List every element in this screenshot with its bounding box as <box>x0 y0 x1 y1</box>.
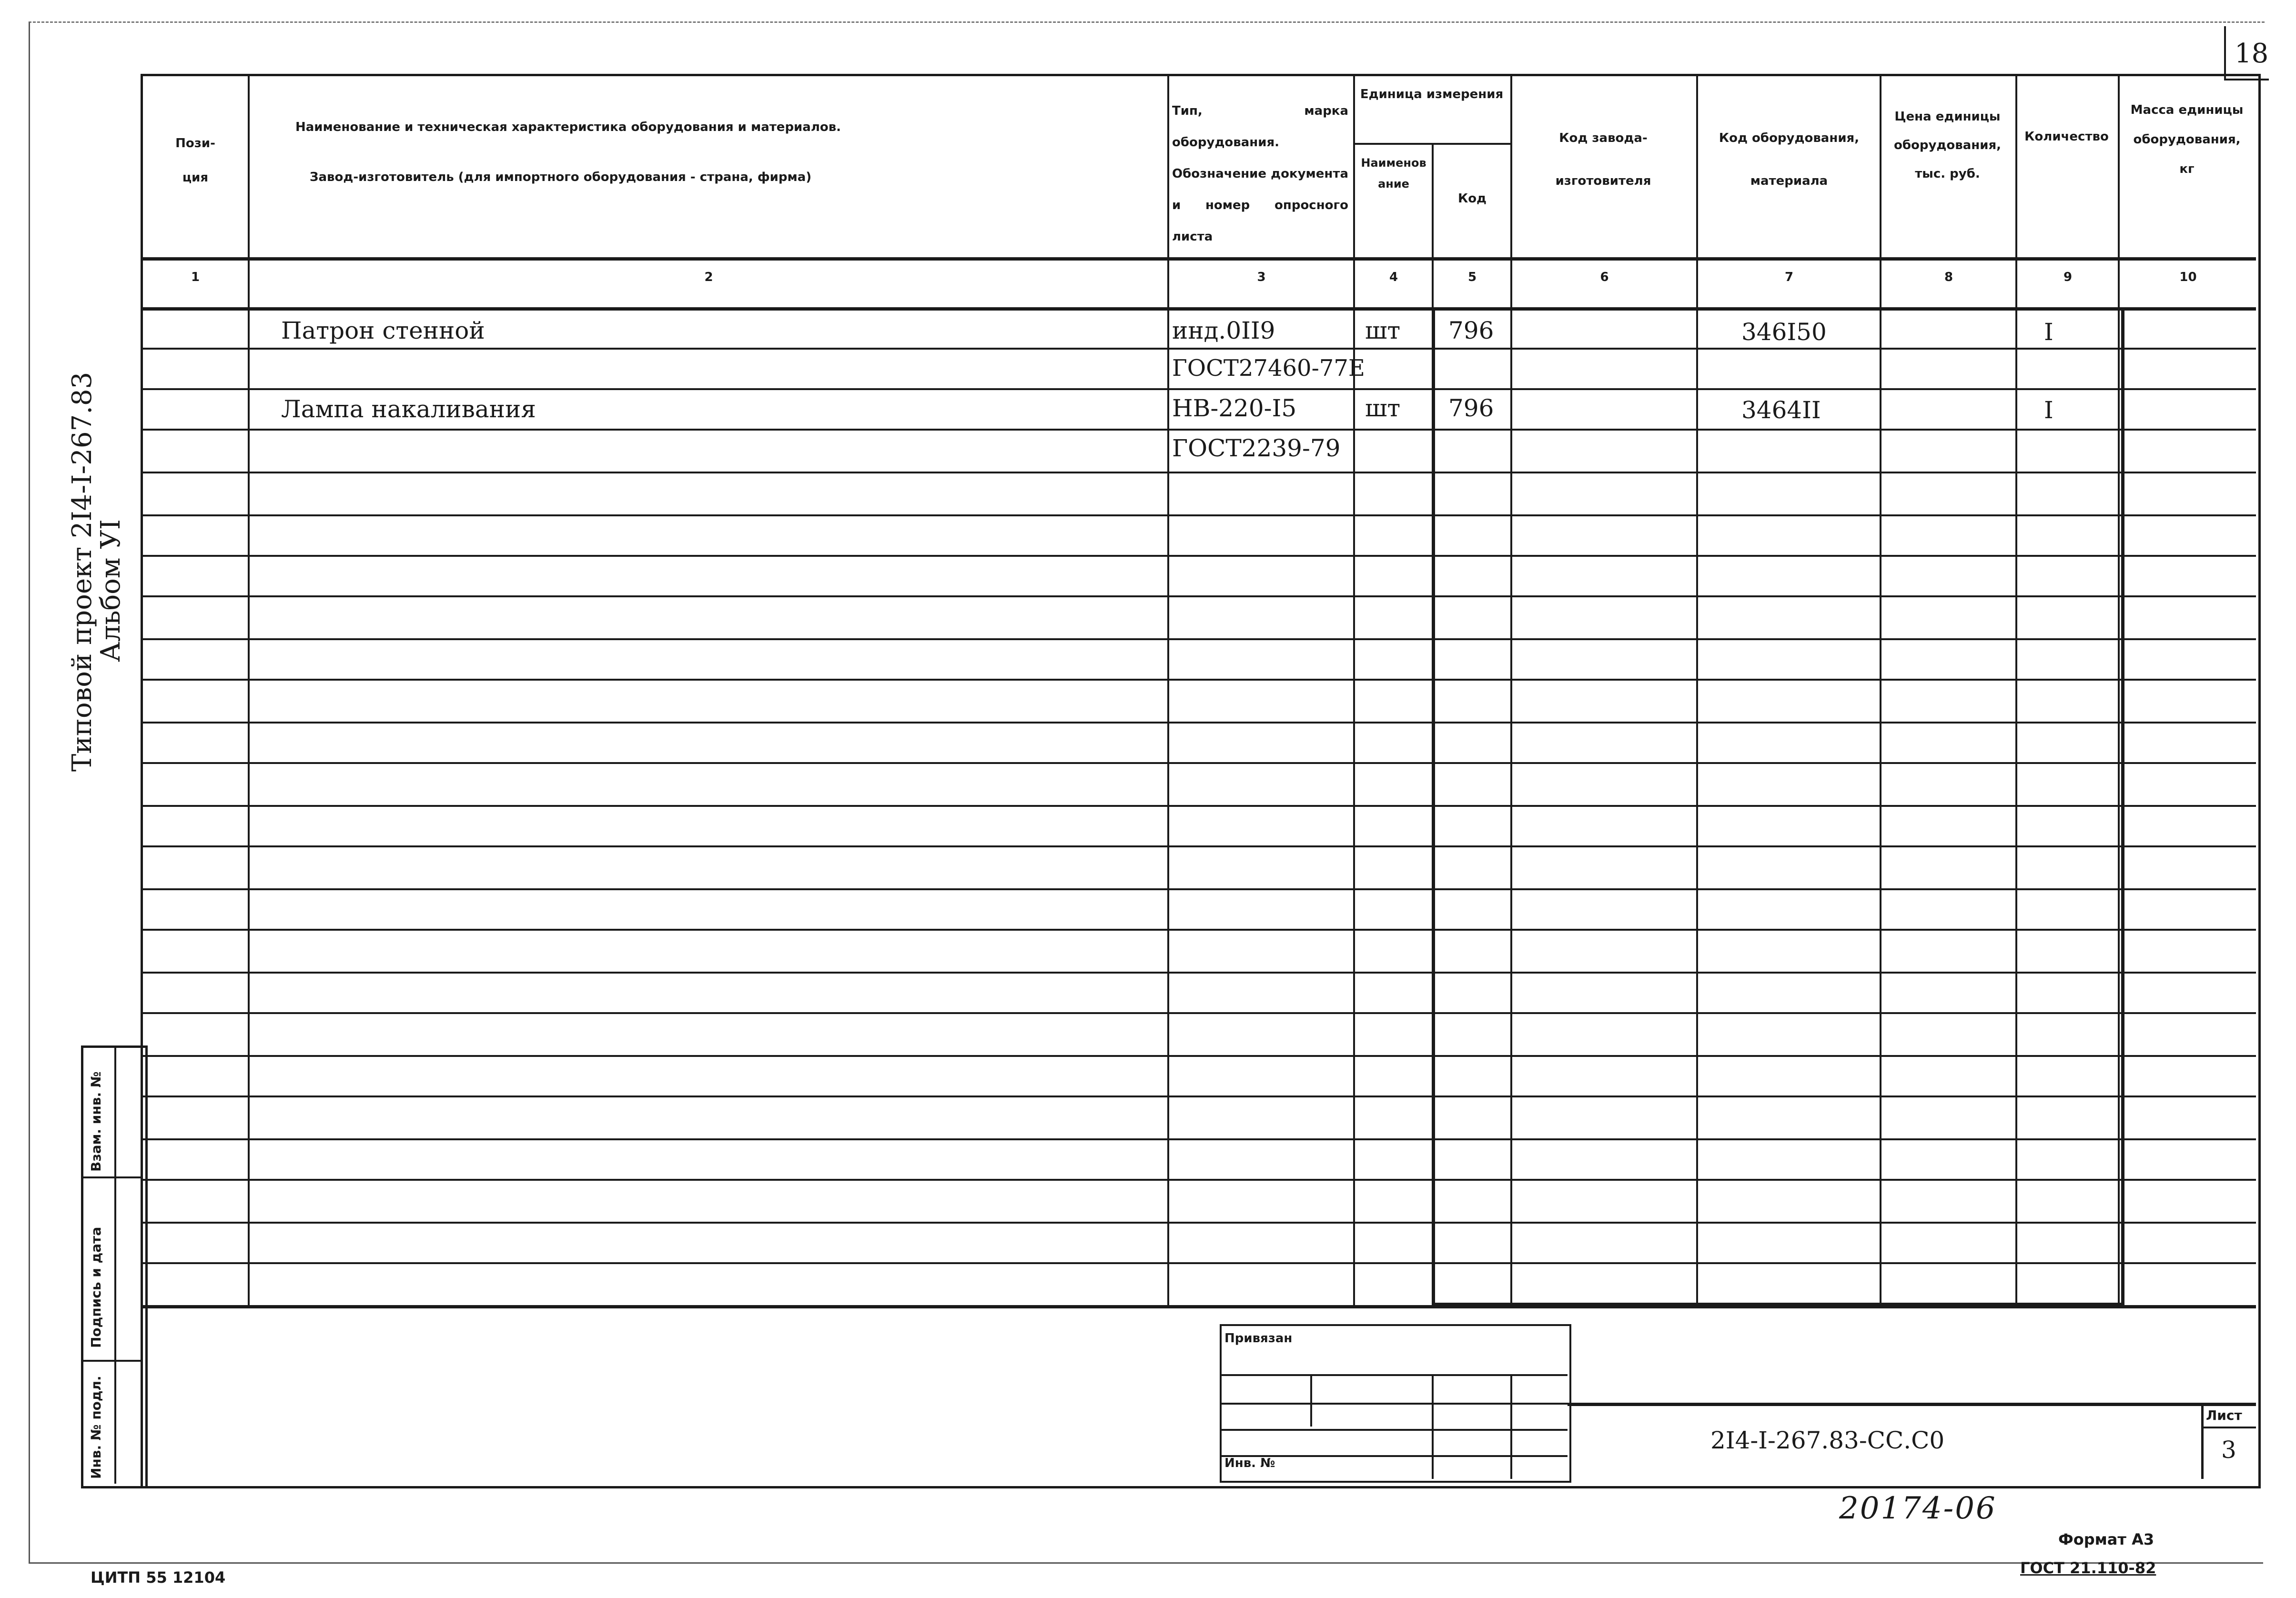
colnum-10: 10 <box>2179 270 2197 284</box>
header-name-line1: Наименование и техническая характеристика оборудования и материалов. <box>295 120 841 134</box>
row-line <box>141 472 2256 473</box>
col-line-1 <box>248 74 250 1305</box>
privyazan-col1 <box>1310 1374 1312 1427</box>
row-line <box>141 1055 2256 1057</box>
table-row-3-unit: шт <box>1365 394 1401 422</box>
header-name-line2: Завод-изготовитель (для импортного оборудования - страна, фирма) <box>310 170 812 184</box>
header-unit-name: Наименование <box>1361 156 1426 191</box>
colnum-7: 7 <box>1784 270 1794 284</box>
col-line-3 <box>1353 74 1355 1305</box>
colnum-9: 9 <box>2063 270 2073 284</box>
row-line <box>141 638 2256 640</box>
designation-code: 2I4-I-267.83-СС.С0 <box>1710 1427 1945 1454</box>
row-line <box>141 348 2256 350</box>
row-line <box>141 388 2256 390</box>
table-row-3-qty: I <box>2044 396 2053 424</box>
inv-no-label: Инв. № <box>1224 1456 1275 1470</box>
row-line <box>141 762 2256 764</box>
sheet-box-split <box>2201 1427 2256 1428</box>
table-row-3-code: 796 <box>1448 394 1494 422</box>
table-row-3-name: Лампа накаливания <box>281 395 536 423</box>
colnum-2: 2 <box>704 270 713 284</box>
row-line <box>141 929 2256 931</box>
col-line-2 <box>1167 74 1169 1305</box>
row-line <box>141 888 2256 890</box>
table-row-2-type: ГОСТ27460-77Е <box>1172 355 1365 382</box>
left-stamp-sep2 <box>81 1360 143 1362</box>
header-type: Тип, марка оборудования. Обозначение документа и номер опросного листа <box>1172 104 1349 244</box>
privyazan-label: Привязан <box>1224 1331 1293 1346</box>
row-line <box>141 845 2256 847</box>
row-line <box>141 1262 2256 1264</box>
row-line <box>141 595 2256 597</box>
designation-top-line <box>1568 1403 2256 1406</box>
colnum-1: 1 <box>191 270 200 284</box>
table-row-1-code: 796 <box>1448 317 1494 344</box>
footer-format: Формат А3 <box>2058 1530 2154 1548</box>
row-line <box>141 555 2256 557</box>
left-stamp-sep1 <box>81 1176 143 1178</box>
privyazan-line2 <box>1220 1403 1568 1405</box>
row-line <box>141 1222 2256 1224</box>
sheet-number: 3 <box>2221 1436 2236 1464</box>
row-line <box>141 722 2256 724</box>
table-row-3-type: НВ-220-I5 <box>1172 394 1297 422</box>
table-row-3-equip: 3464II <box>1741 396 1821 424</box>
table-row-4-type: ГОСТ2239-79 <box>1172 434 1341 462</box>
header-unit-group: Единица измерения <box>1360 87 1504 101</box>
row-line <box>141 972 2256 974</box>
row-line <box>141 1012 2256 1014</box>
top-sheet-number: 18 <box>2235 38 2269 69</box>
header-equip-code: Код оборудования, материала <box>1719 131 1860 188</box>
header-factory-code: Код завода-изготовителя <box>1555 131 1651 188</box>
row-line <box>141 1179 2256 1181</box>
left-stamp-podpis: Подпись и дата <box>88 1226 104 1348</box>
header-mass: Масса единицы оборудования, кг <box>2130 103 2244 176</box>
sheet-label: Лист <box>2206 1407 2242 1423</box>
row-line <box>141 805 2256 807</box>
left-stamp-inv-podl: Инв. № подл. <box>88 1376 104 1479</box>
handwritten-number: 20174-06 <box>1839 1491 1997 1526</box>
side-title-line1: Типовой проект 2I4-I-267.83 <box>67 372 98 772</box>
side-title-line2: Альбом УI <box>95 519 126 662</box>
header-bottom-line <box>141 257 2256 261</box>
header-unit-code: Код <box>1457 191 1487 206</box>
header-price: Цена единицы оборудования, тыс. руб. <box>1893 110 2002 181</box>
table-row-1-qty: I <box>2044 318 2053 346</box>
table-row-1-equip: 346I50 <box>1741 318 1827 346</box>
row-line <box>141 1095 2256 1097</box>
row-line <box>141 429 2256 431</box>
colnum-4: 4 <box>1389 270 1398 284</box>
table-row-1-unit: шт <box>1365 317 1401 344</box>
colnum-6: 6 <box>1600 270 1609 284</box>
table-row-1-type: инд.0II9 <box>1172 317 1275 344</box>
row-line <box>141 1138 2256 1140</box>
privyazan-line3 <box>1220 1429 1568 1431</box>
left-stamp-divider <box>114 1045 116 1484</box>
table-row-1-name: Патрон стенной <box>281 317 485 344</box>
privyazan-col3 <box>1510 1374 1512 1479</box>
row-line <box>141 514 2256 516</box>
colnum-3: 3 <box>1257 270 1266 284</box>
footer-gost: ГОСТ 21.110-82 <box>2020 1559 2156 1577</box>
colnum-5: 5 <box>1467 270 1477 284</box>
privyazan-line1 <box>1220 1374 1568 1376</box>
row-line <box>141 679 2256 681</box>
header-qty: Количество <box>2024 130 2109 144</box>
left-stamp-vzam: Взам. инв. № <box>88 1071 104 1172</box>
header-pos: Пози- ция <box>175 136 215 185</box>
body-bottom-line <box>141 1305 2256 1308</box>
footer-line <box>29 1562 2263 1564</box>
colnum-8: 8 <box>1944 270 1953 284</box>
footer-citp: ЦИТП 55 12104 <box>91 1568 226 1587</box>
privyazan-col2 <box>1432 1374 1434 1479</box>
